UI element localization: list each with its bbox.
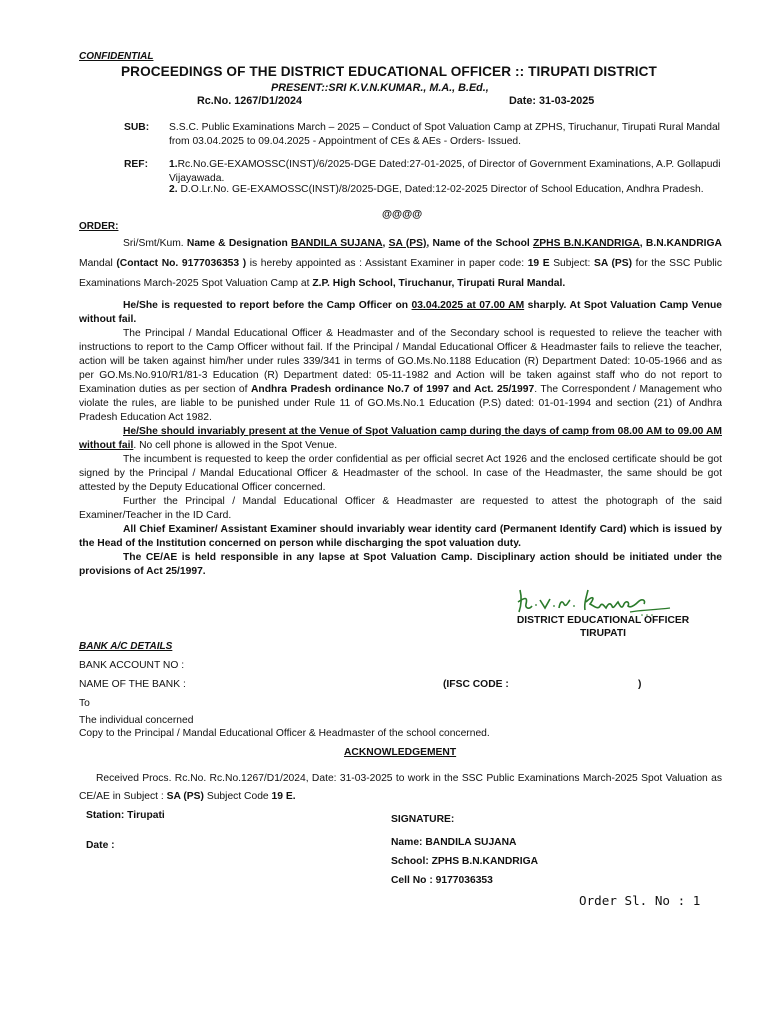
- document-date: Date: 31-03-2025: [509, 95, 595, 107]
- to-label: To: [79, 698, 90, 709]
- ref-item-2-number: 2.: [169, 184, 178, 195]
- acknowledgement-heading: ACKNOWLEDGEMENT: [344, 747, 457, 758]
- ref-item-1-number: 1.: [169, 159, 178, 170]
- officer-designation: DISTRICT EDUCATIONAL OFFICER: [516, 615, 690, 626]
- acknowledgement-text: Received Procs. Rc.No. Rc.No.1267/D1/2024, Date: 31-03-2025 to work in the SSC Public Examinations March-2025 Spot Valuation as CE/AE in Subject : SA (PS) Subject Code 19 E.: [79, 773, 722, 803]
- order-serial-number: Order Sl. No : 1: [579, 893, 701, 908]
- ref-item-2-text: D.O.Lr.No. GE-EXAMOSSC(INST)/8/2025-DGE, Dated:12-02-2025 Director of School Education, Andhra Pradesh.: [177, 184, 704, 195]
- divider-symbols: @@@@: [382, 209, 423, 220]
- bank-account-number-label: BANK ACCOUNT NO :: [79, 660, 185, 671]
- ref-label: REF:: [124, 159, 149, 170]
- order-paragraph-photograph: Further the Principal / Mandal Educational Officer & Headmaster are requested to attest the photograph of the said Examiner/Teacher in the ID Card.: [79, 495, 722, 521]
- examiner-school: School: ZPHS B.N.KANDRIGA: [391, 856, 539, 867]
- present-officer: PRESENT::SRI K.V.N.KUMAR., M.A., B.Ed.,: [271, 82, 489, 94]
- ifsc-code-close: ): [638, 679, 642, 690]
- subject-text: S.S.C. Public Examinations March – 2025 – Conduct of Spot Valuation Camp at ZPHS, Tiruchanur, Tirupati Rural Mandal from 03.04.2025 to 09.04.2025 - Appointment of CEs & AEs - Orders- Issued.: [169, 122, 720, 147]
- order-paragraph-report: He/She is requested to report before the Camp Officer on 03.04.2025 at 07.00 AM sharply. At Spot Valuation Camp Venue without fail.: [79, 299, 723, 325]
- examiner-name: Name: BANDILA SUJANA: [391, 837, 517, 848]
- order-paragraph-confidential: The incumbent is requested to keep the order confidential as per official secret Act 1926 and the enclosed certificate should be got signed by the Principal / Mandal Educational Officer & Headmaster of the school. In case of the Headmaster, the same should be got attested by the Deputy Educational Officer concerned.: [79, 453, 722, 493]
- recipient-line: The individual concerned: [79, 715, 194, 726]
- ref-item-1: [169, 158, 725, 186]
- signature-label: SIGNATURE:: [391, 814, 455, 825]
- handwritten-signature-icon: [512, 584, 682, 618]
- order-heading: ORDER:: [79, 221, 119, 232]
- bank-details-heading: BANK A/C DETAILS: [79, 641, 173, 652]
- order-paragraph-identity-card: All Chief Examiner/ Assistant Examiner should invariably wear identity card (Permanent Identify Card) which is issued by the Head of the Institution concerned on person while discharging the spot valuation duty.: [79, 523, 722, 549]
- date-label: Date :: [86, 840, 115, 851]
- order-paragraph-responsibility: The CE/AE is held responsible in any lapse at Spot Valuation Camp. Disciplinary action should be initiated under the provisions of Act 25/1997.: [79, 551, 722, 577]
- ifsc-code-label: (IFSC CODE :: [443, 679, 509, 690]
- order-paragraph-appointment: Sri/Smt/Kum. Name & Designation BANDILA SUJANA, SA (PS), Name of the School ZPHS B.N.KANDRIGA, B.N.KANDRIGA Mandal (Contact No. 9177036353 ) is hereby appointed as : Assistant Examiner in paper code: 19 E Subject: SA (PS) for the SSC Public Examinations March-2025 Spot Valuation Camp at Z.P. High School, Tiruchanur, Tirupati Rural Mandal.: [79, 237, 722, 290]
- sub-label: SUB:: [124, 122, 150, 133]
- ref-item-1-text: Rc.No.GE-EXAMOSSC(INST)/6/2025-DGE Dated:27-01-2025, of Director of Government Examinations, A.P. Gollapudi Vijayawada.: [169, 159, 721, 184]
- order-body: [79, 220, 722, 579]
- order-paragraph-attendance: He/She should invariably present at the Venue of Spot Valuation camp during the days of camp from 08.00 AM to 09.00 AM without fail. No cell phone is allowed in the Spot Venue.: [79, 425, 722, 451]
- bank-name-label: NAME OF THE BANK :: [79, 679, 186, 690]
- copy-to-line: Copy to the Principal / Mandal Educational Officer & Headmaster of the school concerned.: [79, 728, 490, 739]
- station-label: Station: Tirupati: [86, 810, 165, 821]
- officer-place: TIRUPATI: [580, 628, 626, 639]
- examiner-cell: Cell No : 9177036353: [391, 875, 493, 886]
- rc-number: Rc.No. 1267/D1/2024: [197, 95, 303, 107]
- confidential-label: CONFIDENTIAL: [79, 51, 154, 62]
- ref-item-2: [169, 183, 725, 197]
- officer-signature: [512, 584, 682, 618]
- document-title: PROCEEDINGS OF THE DISTRICT EDUCATIONAL OFFICER :: TIRUPATI DISTRICT: [121, 64, 657, 79]
- order-paragraph-relieve: The Principal / Mandal Educational Officer & Headmaster and of the Secondary school is requested to relieve the teacher with instructions to report to the Camp Officer without fail. If the Principal / Mandal Educational Officer & Headmaster fails to relieve the teacher, action will be taken against him/her under rules 339/341 in terms of GO.Ms.No.1188 Education (R) Department Dated: 10-05-1966 and as per GO.Ms.No.910/R1/81-3 Education (R) Department dated: 05-11-1982 and Action will be taken against staff who do not report to Examination duties as per section of Andhra Pradesh ordinance No.7 of 1997 and Act. 25/1997. The Correspondent / Management who violate the rules, are liable to be punished under Rule 11 of GO.Ms.No.1 Education (P.S) dated: 01-01-1994 and section (21) of Andhra Pradesh Education Act 1982.: [79, 327, 722, 423]
